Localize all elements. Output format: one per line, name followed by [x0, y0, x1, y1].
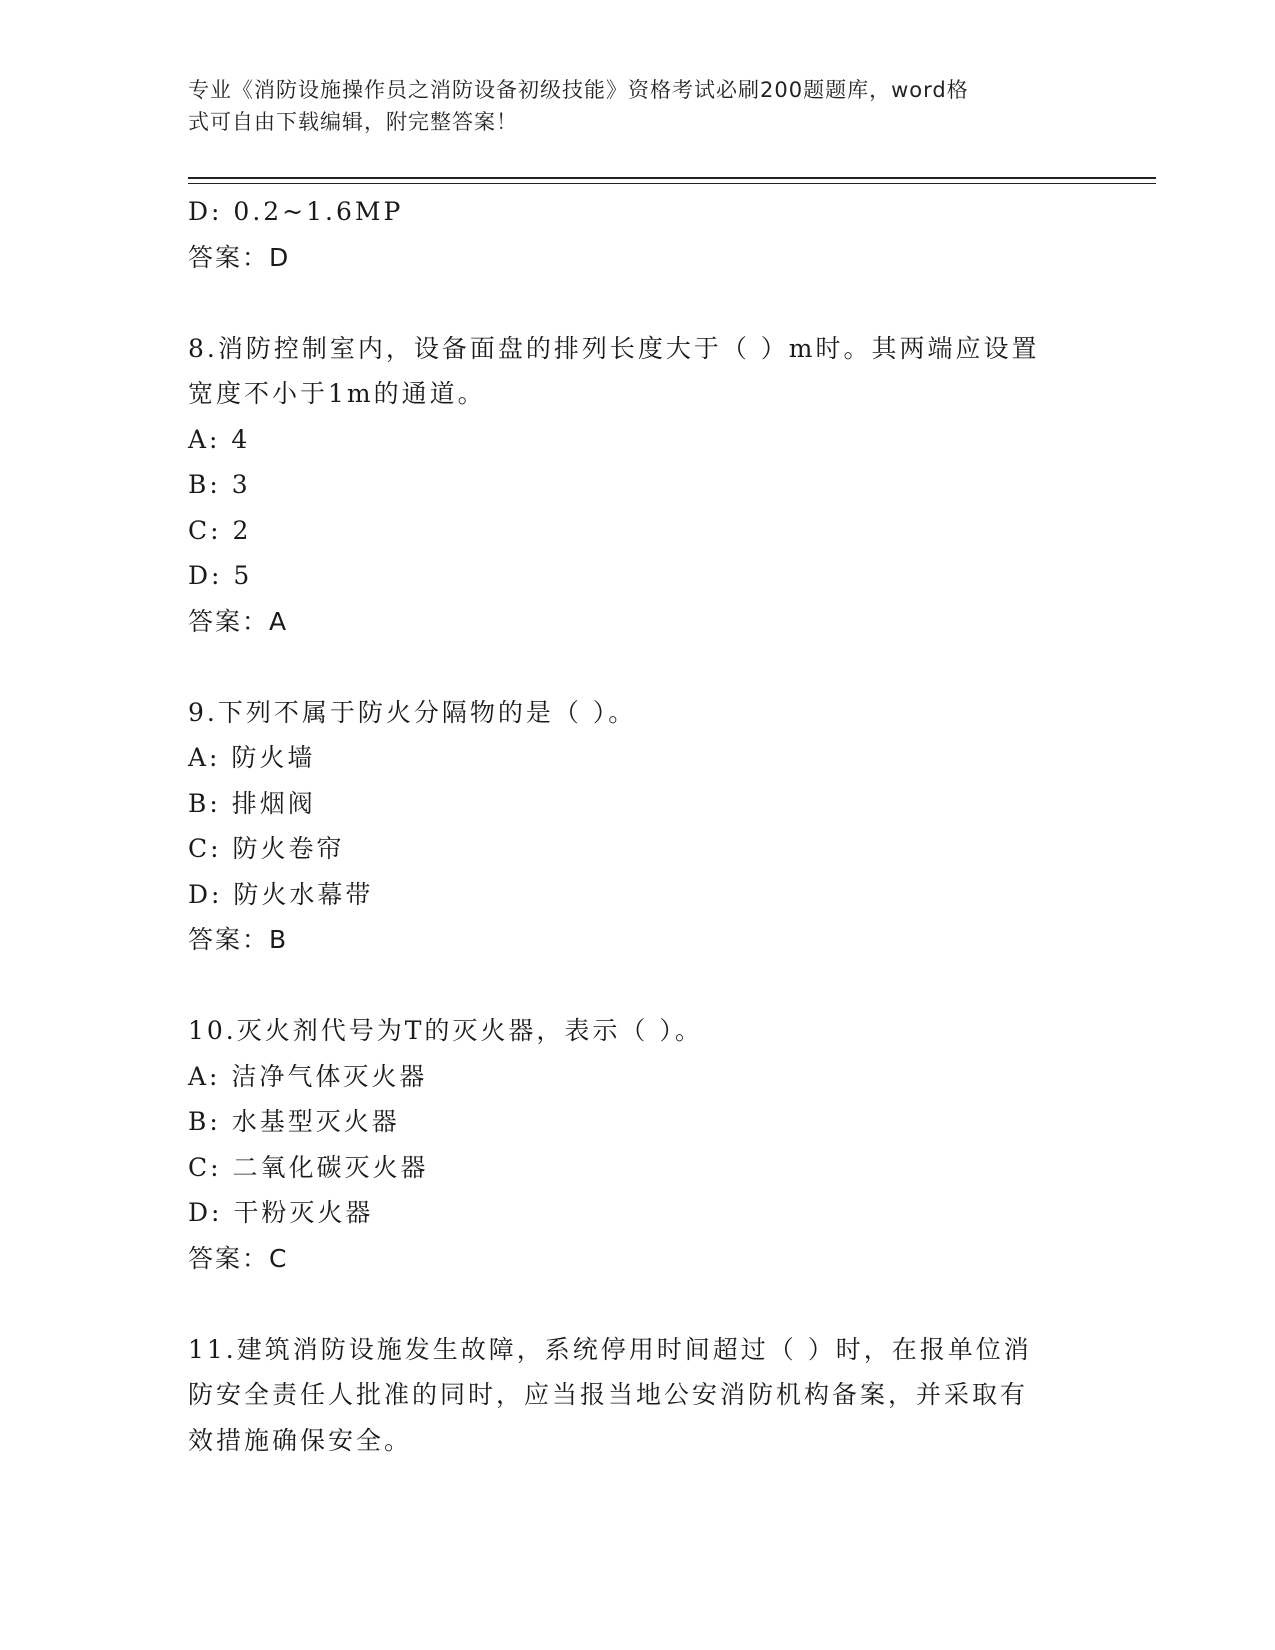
- question-stem: 8.消防控制室内，设备面盘的排列长度大于（ ）m时。其两端应设置: [188, 333, 1040, 363]
- option-b: B: 水基型灭火器: [188, 1107, 400, 1136]
- option-b: B: 3: [188, 470, 251, 499]
- question-8: [188, 326, 1088, 645]
- question-10: [188, 1008, 1088, 1281]
- answer-line: 答案：D: [188, 242, 291, 272]
- answer-line: 答案：B: [188, 925, 289, 954]
- option-d: D: 0.2~1.6MP: [188, 197, 404, 226]
- spacer: [188, 644, 1088, 690]
- question-stem-continued: 效措施确保安全。: [188, 1425, 413, 1455]
- question-stem: 11.建筑消防设施发生故障，系统停用时间超过（ ）时，在报单位消: [188, 1334, 1032, 1364]
- question-list: [188, 189, 1088, 1463]
- spacer: [188, 963, 1088, 1009]
- question-stem-continued: 防安全责任人批准的同时，应当报当地公安消防机构备案，并采取有: [188, 1380, 1029, 1409]
- option-d: D: 干粉灭火器: [188, 1198, 374, 1227]
- header-line-2: 式可自由下载编辑，附完整答案！: [188, 110, 518, 134]
- spacer: [188, 280, 1088, 326]
- question-stem: 9.下列不属于防火分隔物的是（ ）。: [188, 697, 637, 727]
- option-c: C: 防火卷帘: [188, 834, 345, 863]
- question-stem: 10.灭火剂代号为T的灭火器，表示（ ）。: [188, 1016, 703, 1045]
- option-a: A: 4: [188, 424, 251, 454]
- option-d: D: 防火水幕带: [188, 879, 374, 909]
- question-9: [188, 690, 1088, 963]
- header-divider-thin: [188, 183, 1156, 184]
- option-b: B: 排烟阀: [188, 788, 316, 818]
- question-11: [188, 1327, 1088, 1464]
- option-a: A: 防火墙: [188, 743, 316, 772]
- question-stem-continued: 宽度不小于1m的通道。: [188, 379, 486, 408]
- page-header: [188, 74, 1068, 138]
- spacer: [188, 1281, 1088, 1327]
- answer-line: 答案：A: [188, 606, 289, 636]
- header-divider-thick: [188, 177, 1156, 179]
- answer-line: 答案：C: [188, 1243, 289, 1273]
- option-d: D: 5: [188, 561, 253, 590]
- header-line-1: 专业《消防设施操作员之消防设备初级技能》资格考试必刷200题题库，word格: [188, 78, 969, 102]
- option-c: C: 二氧化碳灭火器: [188, 1152, 429, 1182]
- option-c: C: 2: [188, 515, 252, 545]
- option-a: A: 洁净气体灭火器: [188, 1061, 428, 1091]
